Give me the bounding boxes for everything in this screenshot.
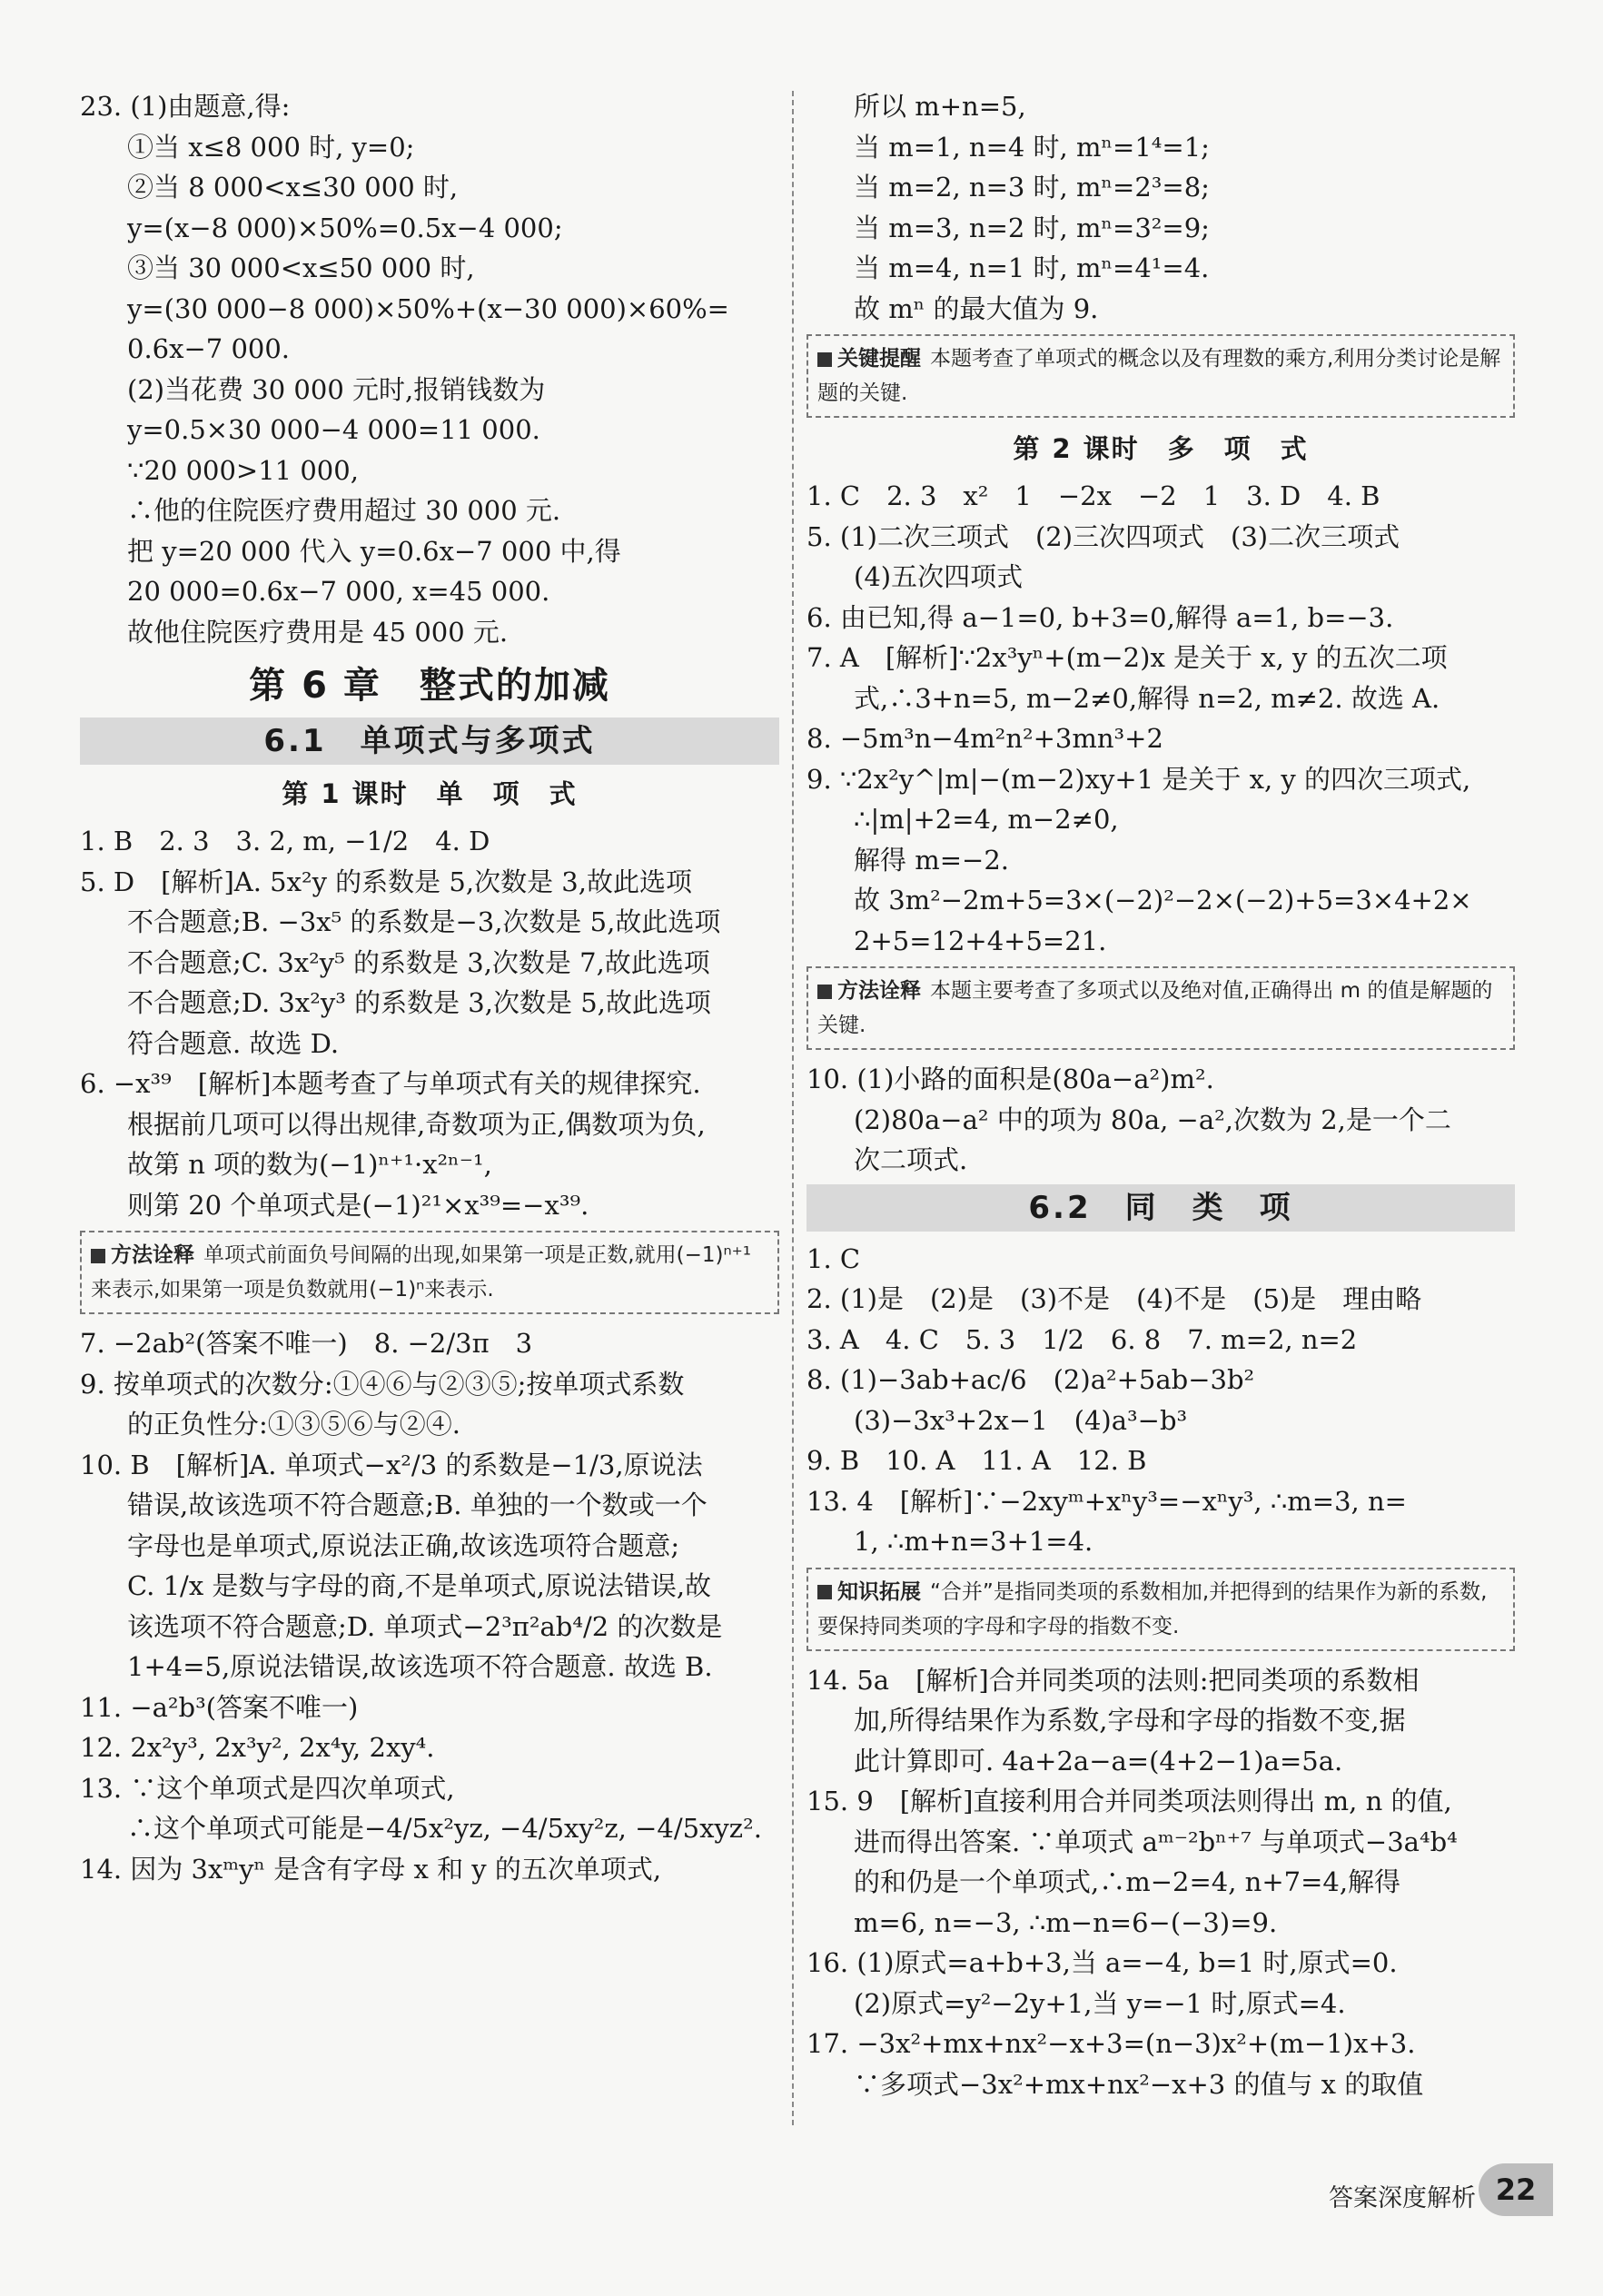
tip-text: 本题考查了单项式的概念以及有理数的乘方,利用分类讨论是解题的关键.: [817, 347, 1501, 405]
answer-continuation: 0.6x−7 000.: [127, 333, 291, 364]
answer-line: 14. 5a [解析]合并同类项的法则:把同类项的系数相: [806, 1664, 1420, 1696]
answer-line: 5. (1)二次三项式 (2)三次四项式 (3)二次三项式: [806, 520, 1400, 552]
section-title: 6.1 单项式与多项式: [80, 718, 779, 765]
answer-continuation: 进而得出答案. ∵单项式 aᵐ⁻²bⁿ⁺⁷ 与单项式−3a⁴b⁴: [854, 1826, 1458, 1857]
answer-continuation: ②当 8 000<x≤30 000 时,: [127, 172, 459, 203]
tip-square-icon: [817, 1585, 832, 1599]
answer-line: 6. 由已知,得 a−1=0, b+3=0,解得 a=1, b=−3.: [806, 601, 1394, 633]
lesson-title: 第 2 课时 多 项 式: [1013, 433, 1309, 464]
answer-continuation: 符合题意. 故选 D.: [127, 1027, 340, 1059]
answer-continuation: ∵多项式−3x²+mx+nx²−x+3 的值与 x 的取值: [854, 2068, 1424, 2100]
answer-line: 14. 因为 3xᵐyⁿ 是含有字母 x 和 y 的五次单项式,: [80, 1853, 662, 1885]
answer-line: 17. −3x²+mx+nx²−x+3=(n−3)x²+(m−1)x+3.: [806, 2028, 1416, 2059]
answer-continuation: 的正负性分:①③⑤⑥与②④.: [127, 1409, 460, 1440]
answer-line: 7. −2ab²(答案不唯一) 8. −2/3π 3: [80, 1328, 533, 1359]
tip-box: [806, 966, 1515, 1050]
answer-continuation: 次二项式.: [854, 1144, 968, 1175]
answer-continuation: 加,所得结果作为系数,字母和字母的指数不变,据: [854, 1705, 1406, 1736]
answer-line: 15. 9 [解析]直接利用合并同类项法则得出 m, n 的值,: [806, 1786, 1452, 1816]
lesson-title: 第 1 课时 单 项 式: [282, 778, 578, 809]
answer-line: 1. B 2. 3 3. 2, m, −1/2 4. D: [80, 826, 490, 856]
answer-continuation: (2)80a−a² 中的项为 80a, −a²,次数为 2,是一个二: [854, 1103, 1451, 1135]
answer-continuation: 错误,故该选项不符合题意;B. 单独的一个数或一个: [127, 1489, 707, 1520]
answer-continuation: 当 m=4, n=1 时, mⁿ=4¹=4.: [854, 252, 1210, 283]
answer-continuation: 根据前几项可以得出规律,奇数项为正,偶数项为负,: [127, 1108, 706, 1140]
answer-line: 13. 4 [解析]∵−2xyᵐ+xⁿy³=−xⁿy³, ∴m=3, n=: [806, 1485, 1407, 1517]
answer-continuation: y=(30 000−8 000)×50%+(x−30 000)×60%=: [127, 292, 729, 324]
answer-continuation: 当 m=3, n=2 时, mⁿ=3²=9;: [854, 212, 1210, 243]
answer-continuation: 该选项不符合题意;D. 单项式−2³π²ab⁴/2 的次数是: [127, 1610, 723, 1642]
answer-line: 10. B [解析]A. 单项式−x²/3 的系数是−1/3,原说法: [80, 1449, 703, 1480]
answer-line: 11. −a²b³(答案不唯一): [80, 1691, 359, 1723]
answer-line: 1. C 2. 3 x² 1 −2x −2 1 3. D 4. B: [806, 480, 1380, 511]
answer-line: 8. (1)−3ab+ac/6 (2)a²+5ab−3b²: [806, 1364, 1255, 1395]
answer-continuation: ∴他的住院医疗费用超过 30 000 元.: [127, 495, 561, 526]
section-title: 6.2 同 类 项: [806, 1184, 1515, 1232]
answer-continuation: 20 000=0.6x−7 000, x=45 000.: [127, 576, 550, 607]
answer-line: 10. (1)小路的面积是(80a−a²)m².: [806, 1064, 1214, 1094]
right-column: [806, 86, 1515, 2104]
page-number: 22: [1479, 2163, 1553, 2216]
answer-continuation: 不合题意;C. 3x²y⁵ 的系数是 3,次数是 7,故此选项: [127, 946, 710, 978]
answer-line: 7. A [解析]∵2x³yⁿ+(m−2)x 是关于 x, y 的五次二项: [806, 642, 1448, 673]
answer-continuation: 当 m=2, n=3 时, mⁿ=2³=8;: [854, 172, 1210, 203]
answer-continuation: 则第 20 个单项式是(−1)²¹×x³⁹=−x³⁹.: [127, 1189, 589, 1221]
tip-label: [817, 979, 921, 1003]
answer-line: 5. D [解析]A. 5x²y 的系数是 5,次数是 3,故此选项: [80, 866, 692, 897]
answer-continuation: ∴|m|+2=4, m−2≠0,: [854, 804, 1119, 835]
answer-continuation: 所以 m+n=5,: [854, 91, 1026, 122]
answer-continuation: C. 1/x 是数与字母的商,不是单项式,原说法错误,故: [127, 1570, 712, 1601]
answer-line: 8. −5m³n−4m²n²+3mn³+2: [806, 723, 1163, 754]
answer-continuation: 1+4=5,原说法错误,故该选项不符合题意. 故选 B.: [127, 1651, 713, 1682]
answer-continuation: ①当 x≤8 000 时, y=0;: [127, 131, 415, 163]
answer-line: 6. −x³⁹ [解析]本题考查了与单项式有关的规律探究.: [80, 1068, 701, 1099]
answer-continuation: (2)当花费 30 000 元时,报销钱数为: [127, 373, 546, 405]
answer-line: 9. ∵2x²y^|m|−(m−2)xy+1 是关于 x, y 的四次三项式,: [806, 763, 1471, 795]
answer-continuation: 故 mⁿ 的最大值为 9.: [854, 292, 1099, 324]
tip-tag-text: 方法诠释: [837, 979, 921, 1003]
tip-label: [817, 347, 921, 371]
tip-square-icon: [817, 985, 832, 999]
answer-continuation: 2+5=12+4+5=21.: [854, 925, 1107, 956]
answer-continuation: ∴这个单项式可能是−4/5x²yz, −4/5xy²z, −4/5xyz².: [127, 1813, 762, 1844]
tip-square-icon: [91, 1249, 105, 1263]
answer-continuation: 把 y=20 000 代入 y=0.6x−7 000 中,得: [127, 535, 621, 567]
tip-box: [806, 334, 1515, 418]
tip-text: “合并”是指同类项的系数相加,并把得到的结果作为新的系数,要保持同类项的字母和字母的指数不变.: [817, 1579, 1488, 1638]
answer-continuation: 此计算即可. 4a+2a−a=(4+2−1)a=5a.: [854, 1745, 1343, 1776]
answer-continuation: (4)五次四项式: [854, 561, 1024, 592]
answer-line: 16. (1)原式=a+b+3,当 a=−4, b=1 时,原式=0.: [806, 1947, 1398, 1978]
answer-continuation: ∵20 000>11 000,: [127, 454, 359, 486]
tip-label: [91, 1243, 194, 1267]
answer-continuation: 当 m=1, n=4 时, mⁿ=1⁴=1;: [854, 131, 1210, 163]
tip-box: [806, 1568, 1515, 1651]
answer-continuation: (2)原式=y²−2y+1,当 y=−1 时,原式=4.: [854, 1987, 1346, 2019]
answer-continuation: 式,∴3+n=5, m−2≠0,解得 n=2, m≠2. 故选 A.: [854, 682, 1440, 714]
answer-line: 1. C: [806, 1242, 861, 1274]
answer-line: 2. (1)是 (2)是 (3)不是 (4)不是 (5)是 理由略: [806, 1283, 1422, 1314]
answer-continuation: 故 3m²−2m+5=3×(−2)²−2×(−2)+5=3×4+2×: [854, 885, 1472, 915]
answer-continuation: 1, ∴m+n=3+1=4.: [854, 1526, 1093, 1557]
answer-line: 9. B 10. A 11. A 12. B: [806, 1445, 1147, 1476]
tip-text: 单项式前面负号间隔的出现,如果第一项是正数,就用(−1)ⁿ⁺¹来表示,如果第一项是负数就用(−1)ⁿ来表示.: [91, 1243, 751, 1301]
answer-continuation: 的和仍是一个单项式,∴m−2=4, n+7=4,解得: [854, 1866, 1401, 1897]
answer-continuation: 故他住院医疗费用是 45 000 元.: [127, 616, 509, 648]
answer-line: 9. 按单项式的次数分:①④⑥与②③⑤;按单项式系数: [80, 1368, 685, 1400]
footer-label: 答案深度解析: [1329, 2184, 1476, 2212]
answer-continuation: 不合题意;B. −3x⁵ 的系数是−3,次数是 5,故此选项: [127, 906, 721, 937]
answer-continuation: m=6, n=−3, ∴m−n=6−(−3)=9.: [854, 1906, 1278, 1938]
answer-continuation: ③当 30 000<x≤50 000 时,: [127, 252, 475, 283]
answer-continuation: y=0.5×30 000−4 000=11 000.: [127, 414, 540, 445]
tip-tag-text: 关键提醒: [837, 347, 921, 371]
answer-continuation: (3)−3x³+2x−1 (4)a³−b³: [854, 1404, 1188, 1436]
tip-tag-text: 方法诠释: [111, 1243, 194, 1267]
tip-box: [80, 1231, 779, 1314]
answer-continuation: 故第 n 项的数为(−1)ⁿ⁺¹·x²ⁿ⁻¹,: [127, 1149, 492, 1180]
tip-tag-text: 知识拓展: [837, 1579, 921, 1604]
column-divider: [792, 91, 794, 2125]
left-column: [80, 86, 779, 1889]
answer-continuation: 字母也是单项式,原说法正确,故该选项符合题意;: [127, 1529, 680, 1561]
chapter-title: 第 6 章 整式的加减: [249, 665, 610, 707]
answer-continuation: y=(x−8 000)×50%=0.5x−4 000;: [127, 212, 563, 243]
answer-line: 13. ∵这个单项式是四次单项式,: [80, 1772, 455, 1804]
answer-line: 12. 2x²y³, 2x³y², 2x⁴y, 2xy⁴.: [80, 1732, 435, 1763]
answer-continuation: 解得 m=−2.: [854, 844, 1009, 876]
tip-square-icon: [817, 352, 832, 367]
answer-continuation: 不合题意;D. 3x²y³ 的系数是 3,次数是 5,故此选项: [127, 987, 711, 1018]
tip-text: 本题主要考查了多项式以及绝对值,正确得出 m 的值是解题的关键.: [817, 979, 1493, 1037]
tip-label: [817, 1580, 921, 1604]
answer-line: 23. (1)由题意,得:: [80, 91, 291, 122]
answer-line: 3. A 4. C 5. 3 1/2 6. 8 7. m=2, n=2: [806, 1323, 1358, 1355]
